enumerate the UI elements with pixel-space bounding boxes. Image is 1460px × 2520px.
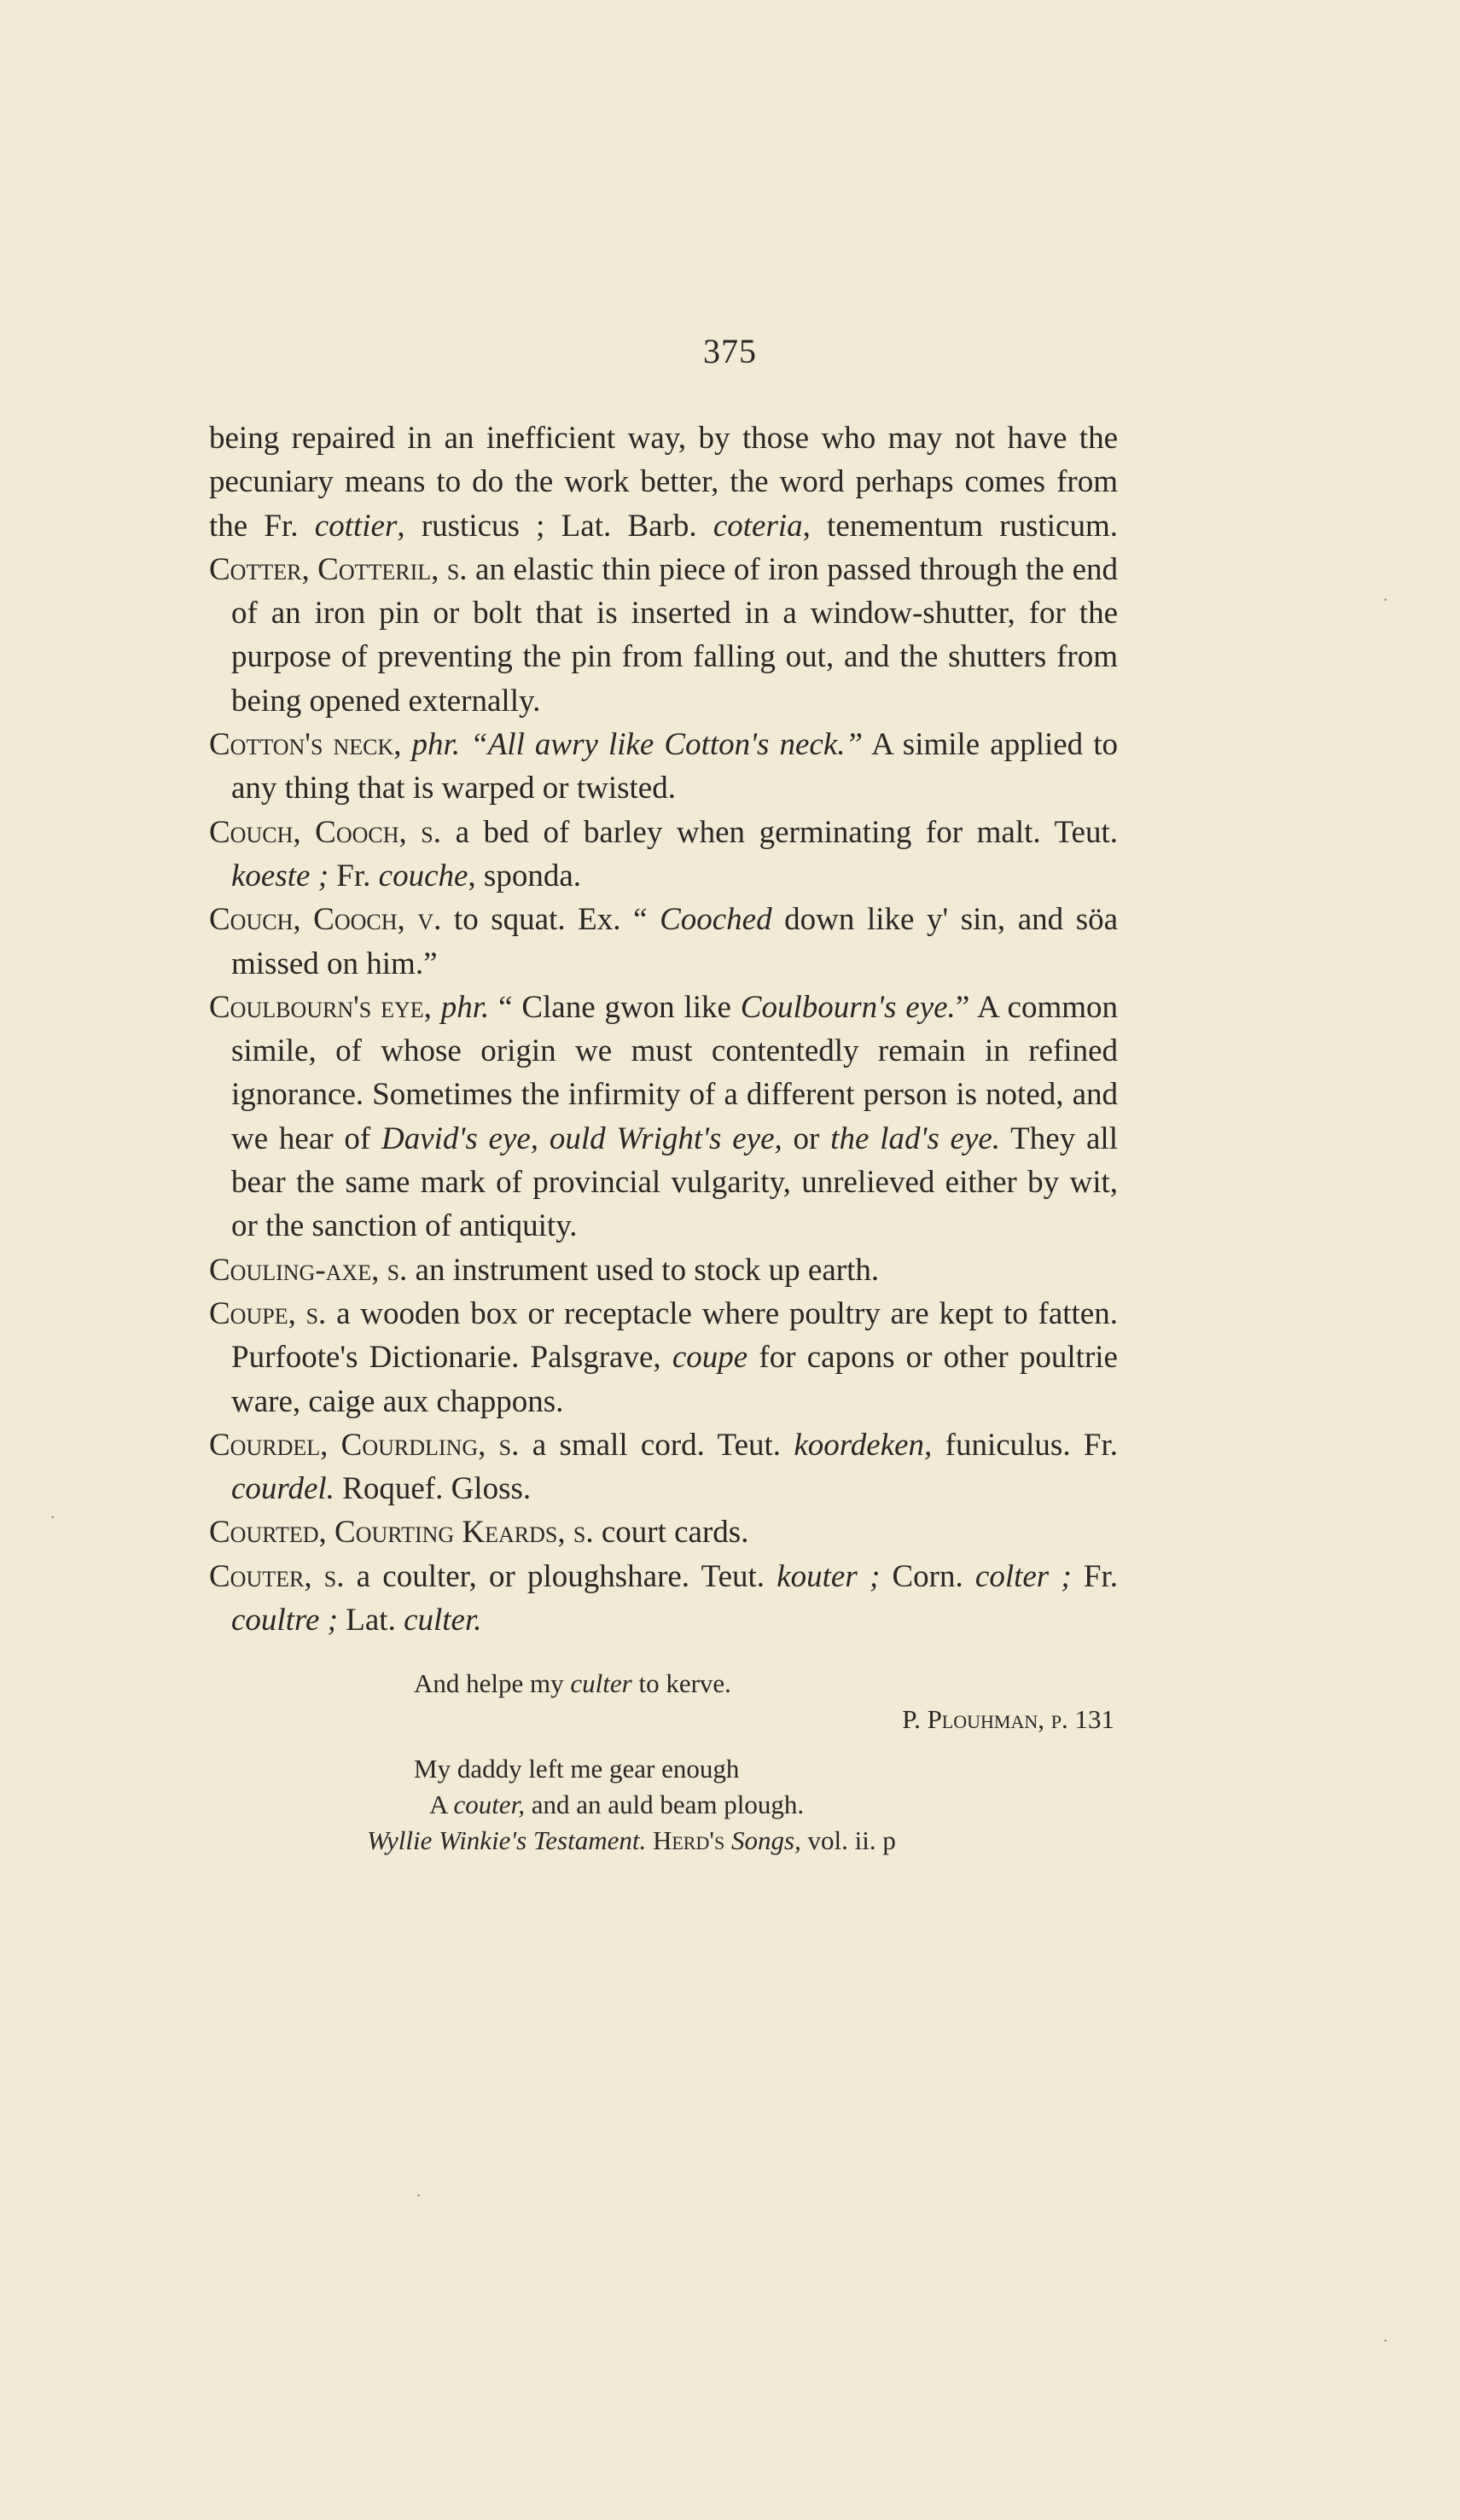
entry-couch-noun: Couch, Cooch, s. a bed of barley when germinating for malt. Teut. koeste ; Fr. couche, sponda. <box>209 814 1118 893</box>
quote-citation: Wyllie Winkie's Testament. Herd's Songs, vol. ii. p <box>367 1825 896 1856</box>
entry-cottons-neck: Cotton's neck, phr. “All awry like Cotton's neck.” A simile applied to any thing that is warped or twisted. <box>209 727 1118 806</box>
paper-speck: · <box>416 2185 422 2206</box>
entry-cotter: Cotter, Cotteril, s. an elastic thin piece of iron passed through the end of an iron pin or bolt that is inserted in a window-shutter, for the purpose of preventing the pin from falling out, and the shutters from being opened externally. <box>209 551 1118 719</box>
headword: Couch, Cooch, s. <box>209 814 442 850</box>
entry-coupe: Coupe, s. a wooden box or receptacle where poultry are kept to fatten. Purfoote's Dictionarie. Palsgrave, coupe for capons or other poultrie ware, caige aux chappons. <box>209 1295 1118 1419</box>
paper-speck: · <box>1382 589 1389 610</box>
headword: Couter, s. <box>209 1558 345 1594</box>
headword: Cotton's neck, <box>209 727 402 763</box>
quote-citation: P. Plouhman, p. 131 <box>902 1704 1114 1735</box>
entry-courdel: Courdel, Courdling, s. a small cord. Teut. koordeken, funiculus. Fr. courdel. Roquef. Gloss. <box>209 1427 1118 1507</box>
entry-couling-axe: Couling-axe, s. an instrument used to stock up earth. <box>209 1252 880 1288</box>
quote-line: And helpe my culter to kerve. <box>414 1668 731 1699</box>
headword: Cotter, Cotteril, s. <box>209 551 468 587</box>
paper-speck: · <box>49 1506 56 1528</box>
headword: Couch, Cooch, v. <box>209 902 442 938</box>
quotation-block <box>209 1666 1118 1859</box>
headword: Courted, Courting Keards, s. <box>209 1515 594 1551</box>
quote-line: My daddy left me gear enough <box>414 1754 740 1784</box>
entry-couter: Couter, s. a coulter, or ploughshare. Teut. kouter ; Corn. colter ; Fr. coultre ; Lat. culter. <box>209 1558 1118 1638</box>
entry-couch-verb: Couch, Cooch, v. to squat. Ex. “ Cooched down like y' sin, and söa missed on him.” <box>209 902 1119 981</box>
page-number: 375 <box>703 332 757 370</box>
continued-entry: being repaired in an inefficient way, by those who may not have the pecuniary means to do the work better, the word perhaps comes from the Fr. cottier, rusticus ; Lat. Barb. coteria, tenementum rusticum. <box>209 421 1118 544</box>
paper-speck: · <box>1382 2330 1389 2351</box>
quote-line: A couter, and an auld beam plough. <box>429 1790 805 1820</box>
entry-coulbourns-eye: Coulbourn's eye, phr. “ Clane gwon like Coulbourn's eye.” A common simile, of whose origin we must contentedly remain in refined ignorance. Sometimes the infirmity of a different person is noted, and we hear of David's eye, ould Wright's eye, or the lad's eye. They all bear the same mark of provincial vulgarity, unrelieved either by wit, or the sanction of antiquity. <box>209 989 1118 1244</box>
headword: Couling-axe, s. <box>209 1252 408 1288</box>
headword: Coupe, s. <box>209 1295 327 1331</box>
headword: Coulbourn's eye, <box>209 989 432 1025</box>
headword: Courdel, Courdling, s. <box>209 1427 520 1463</box>
body-text <box>209 416 1118 1859</box>
entry-courted: Courted, Courting Keards, s. court cards. <box>209 1515 749 1551</box>
